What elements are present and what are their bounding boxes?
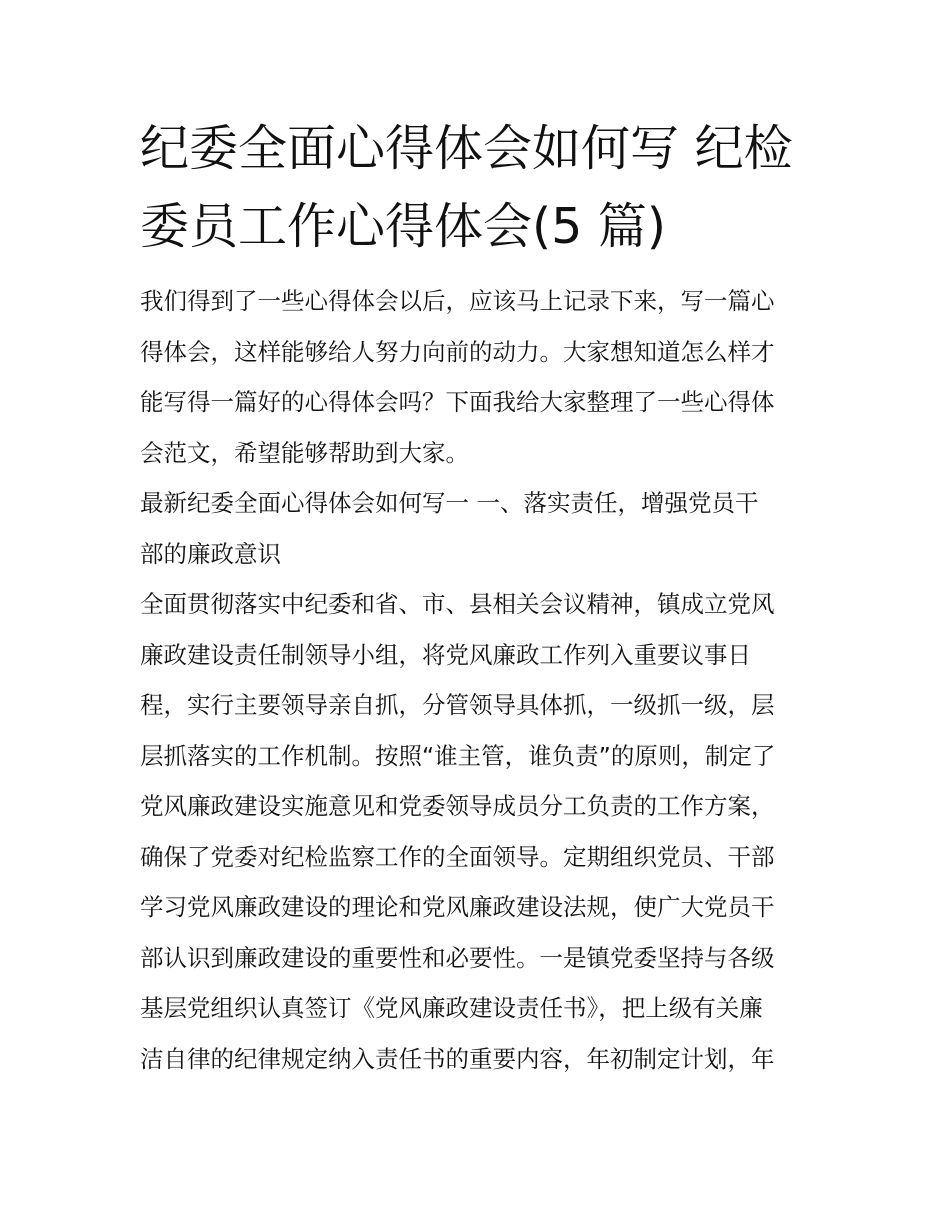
body-line: 能写得一篇好的心得体会吗？下面我给大家整理了一些心得体 <box>140 388 775 416</box>
body-line: 基层党组织认真签订《党风廉政建设责任书》，把上级有关廉 <box>140 994 763 1022</box>
document-body <box>140 276 820 1084</box>
document-title <box>140 110 820 266</box>
body-line: 全面贯彻落实中纪委和省、市、县相关会议精神，镇成立党风 <box>140 590 775 618</box>
body-line: 部的廉政意识 <box>140 539 281 568</box>
body-line: 最新纪委全面心得体会如何写一 一、落实责任，增强党员干 <box>140 489 759 517</box>
body-line: 程，实行主要领导亲自抓，分管领导具体抓，一级抓一级，层 <box>140 691 775 719</box>
body-line: 会范文，希望能够帮助到大家。 <box>140 438 469 467</box>
body-line: 层抓落实的工作机制。按照“谁主管，谁负责”的原则，制定了 <box>140 741 776 770</box>
body-line: 廉政建设责任制领导小组，将党风廉政工作列入重要议事日 <box>140 640 751 669</box>
body-line: 得体会，这样能够给人努力向前的动力。大家想知道怎么样才 <box>140 337 775 366</box>
body-line: 党风廉政建设实施意见和党委领导成员分工负责的工作方案， <box>140 792 775 820</box>
body-line: 部认识到廉政建设的重要性和必要性。一是镇党委坚持与各级 <box>140 943 775 972</box>
title-line-1: 纪委全面心得体会如何写 纪检 <box>140 120 793 177</box>
body-line: 学习党风廉政建设的理论和党风廉政建设法规，使广大党员干 <box>140 893 775 921</box>
title-line-2: 委员工作心得体会(5 篇) <box>140 198 666 255</box>
body-line: 确保了党委对纪检监察工作的全面领导。定期组织党员、干部 <box>140 842 775 871</box>
body-line: 洁自律的纪律规定纳入责任书的重要内容，年初制定计划，年 <box>140 1044 775 1073</box>
body-line: 我们得到了一些心得体会以后，应该马上记录下来，写一篇心 <box>140 287 775 315</box>
